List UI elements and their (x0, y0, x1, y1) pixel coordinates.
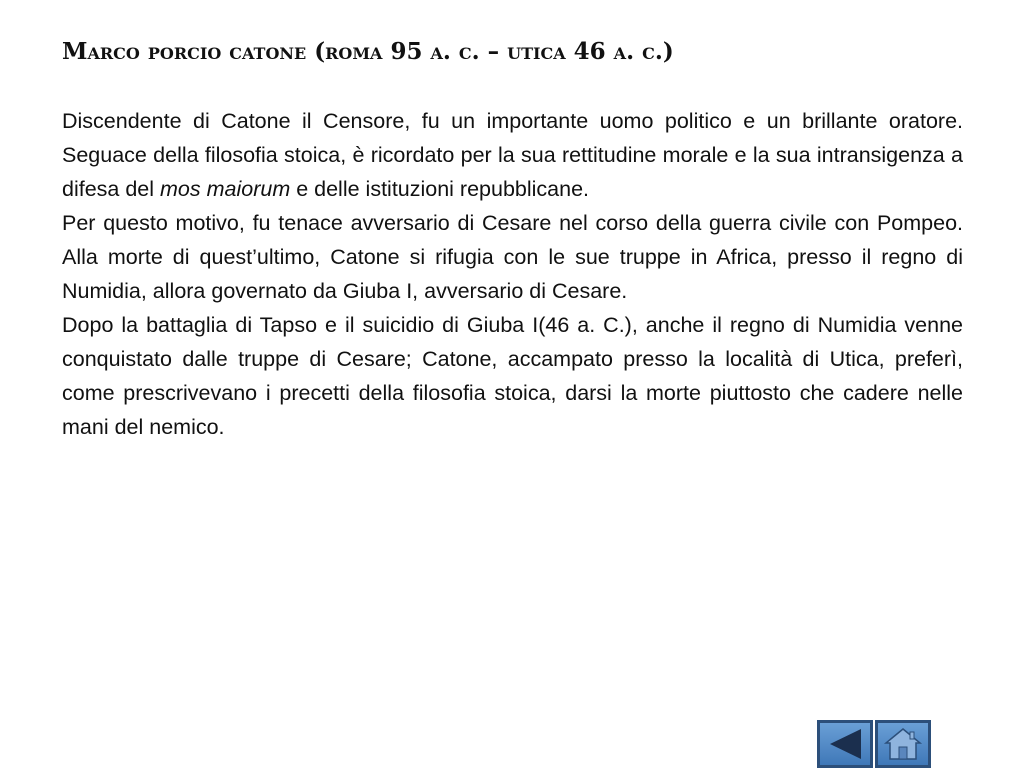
paragraph-2: Per questo motivo, fu tenace avversario di Cesare nel corso della guerra civile con Pompeo. Alla morte di quest’ultimo, Catone si rifugia con le sue truppe in Africa, presso il regno di Numidia, allora governato da Giuba I, avversario di Cesare. (62, 211, 963, 303)
back-button[interactable] (817, 720, 873, 768)
paragraph-1-italic-term: mos maiorum (160, 177, 291, 201)
home-icon (883, 726, 923, 762)
paragraph-1 (62, 104, 963, 206)
slide-title: Marco porcio catone (roma 95 a. c. – utica 46 a. c.) (62, 38, 674, 65)
paragraph-3: Dopo la battaglia di Tapso e il suicidio di Giuba I(46 a. C.), anche il regno di Numidia venne conquistato dalle truppe di Cesare; Catone, accampato presso la località di Utica, preferì, come prescrivevano i precetti della filosofia stoica, darsi la morte piuttosto che cadere nelle mani del nemico. (62, 313, 963, 439)
slide-body (62, 104, 963, 444)
paragraph-1-text-end: e delle istituzioni repubblicane. (290, 177, 590, 201)
home-button[interactable] (875, 720, 931, 768)
paragraph-1-text-start: Discendente di Catone il Censore, fu un importante uomo politico e un brillante oratore. Seguace della filosofia stoica, è ricordato per la sua rettitudine morale e la sua intransigenza a difesa del (62, 109, 963, 201)
navigation-buttons (817, 720, 931, 768)
triangle-left-icon (825, 726, 865, 762)
